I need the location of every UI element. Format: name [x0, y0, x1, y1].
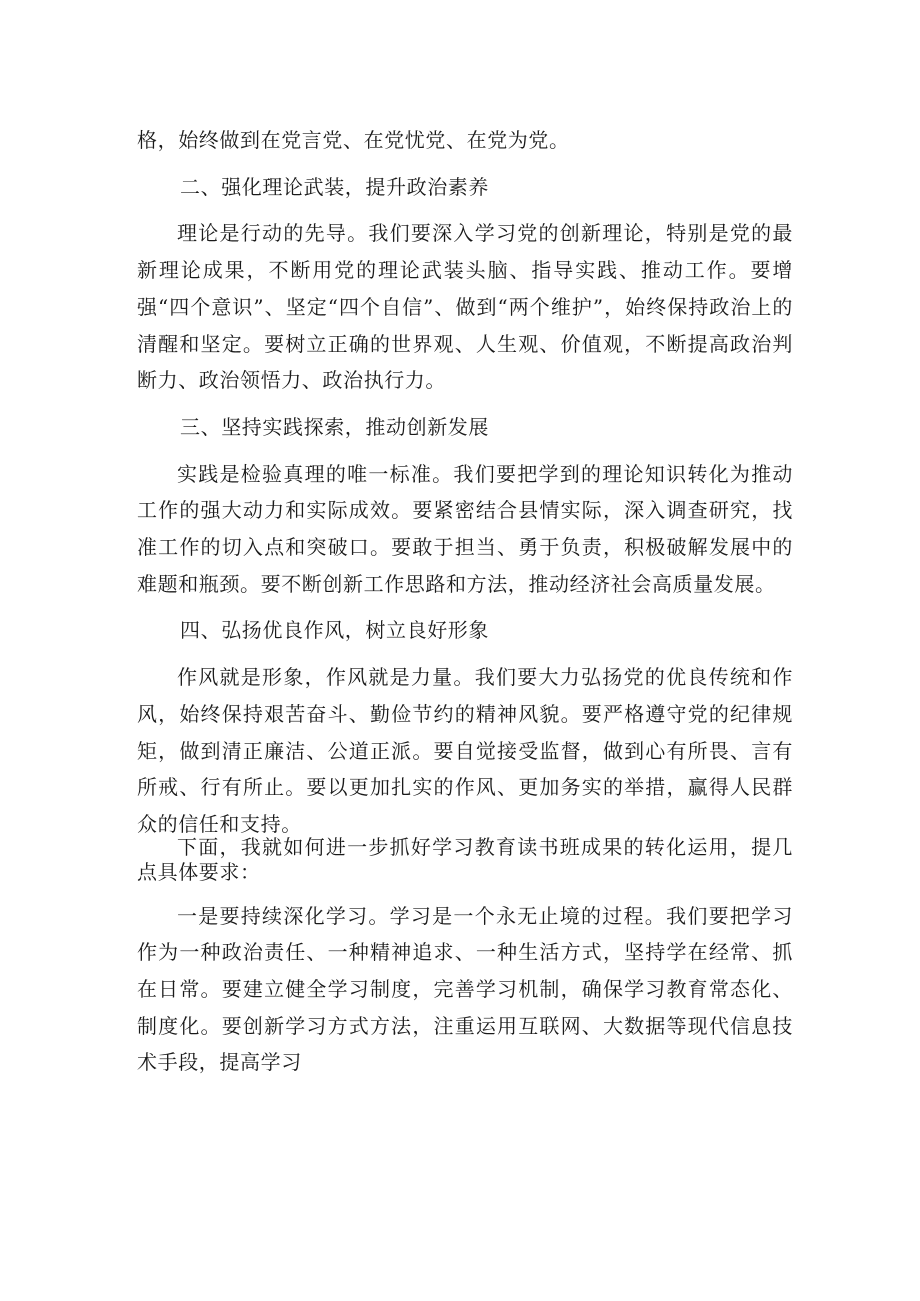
paragraph-practice: 实践是检验真理的唯一标准。我们要把学到的理论知识转化为推动工作的强大动力和实际成效。要紧密结合县情实际，深入调查研究，找准工作的切入点和突破口。要敢于担当、勇于负责，积极破解发展中的难题和瓶颈。要不断创新工作思路和方法，推动经济社会高质量发展。 [137, 461, 793, 596]
section-heading-4: 四、弘扬优良作风，树立良好形象 [180, 618, 489, 643]
section-heading-3: 三、坚持实践探索，推动创新发展 [180, 414, 489, 439]
paragraph-theory: 理论是行动的先导。我们要深入学习党的创新理论，特别是党的最新理论成果，不断用党的理论武装头脑、指导实践、推动工作。要增强“四个意识”、坚定“四个自信”、做到“两个维护”，始终保持政治上的清醒和坚定。要树立正确的世界观、人生观、价值观，不断提高政治判断力、政治领悟力、政治执行力。 [137, 221, 793, 393]
document-body [137, 122, 793, 1081]
paragraph-requirement-1: 一是要持续深化学习。学习是一个永无止境的过程。我们要把学习作为一种政治责任、一种精神追求、一种生活方式，坚持学在经常、抓在日常。要建立健全学习制度，完善学习机制，确保学习教育常态化、制度化。要创新学习方式方法，注重运用互联网、大数据等现代信息技术手段，提高学习 [137, 903, 793, 1075]
section-heading-2: 二、强化理论武装，提升政治素养 [180, 174, 489, 199]
paragraph-style: 作风就是形象，作风就是力量。我们要大力弘扬党的优良传统和作风，始终保持艰苦奋斗、勤俭节约的精神风貌。要严格遵守党的纪律规矩，做到清正廉洁、公道正派。要自觉接受监督，做到心有所畏、言有所戒、行有所止。要以更加扎实的作风、更加务实的举措，赢得人民群众的信任和支持。 [137, 665, 793, 836]
paragraph-continuation: 格，始终做到在党言党、在党忧党、在党为党。 [137, 128, 570, 152]
paragraph-requirements-intro: 下面，我就如何进一步抓好学习教育读书班成果的转化运用，提几点具体要求： [137, 834, 793, 884]
